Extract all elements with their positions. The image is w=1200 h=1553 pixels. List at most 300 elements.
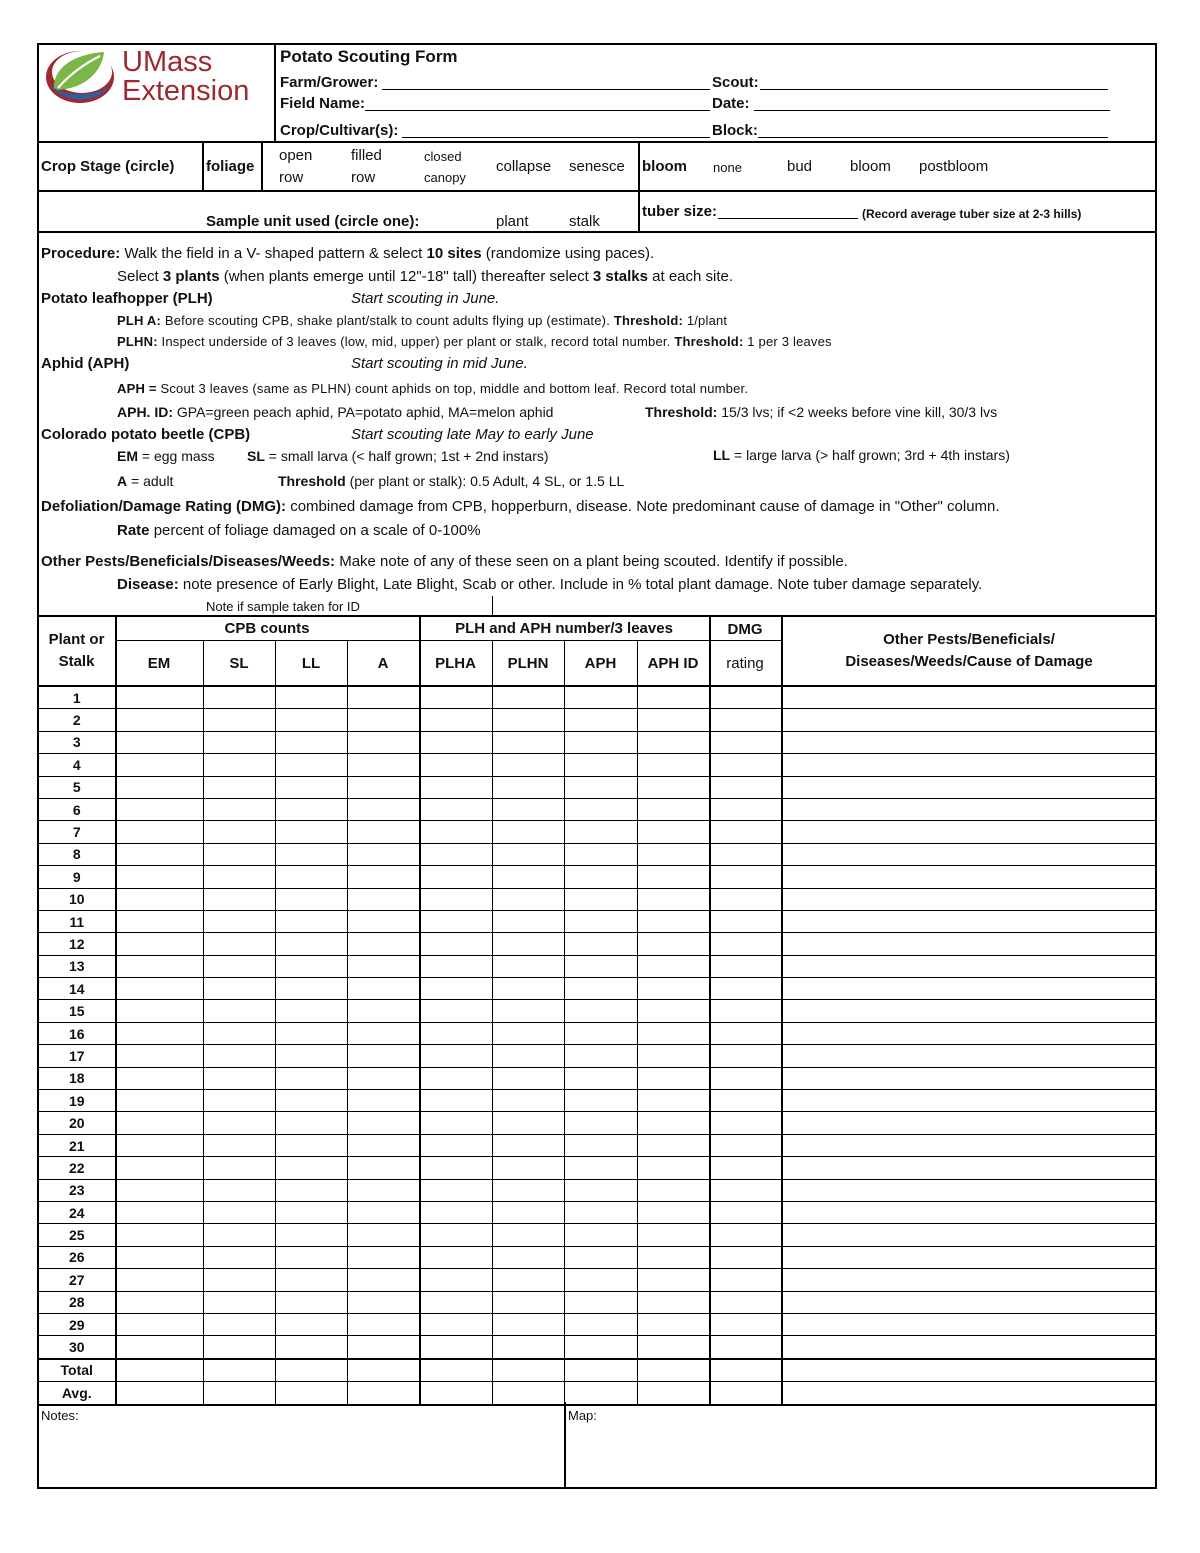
cell-dmg-rating[interactable] xyxy=(710,1291,782,1313)
cell-aph[interactable] xyxy=(565,933,638,955)
cell-sl[interactable] xyxy=(204,843,276,865)
cell-em[interactable] xyxy=(116,1201,204,1223)
cell-other[interactable] xyxy=(782,978,1157,1000)
cell-plha[interactable] xyxy=(420,1157,493,1179)
cell-sl[interactable] xyxy=(204,1067,276,1089)
cell-plha[interactable] xyxy=(420,798,493,820)
cell-dmg-rating[interactable] xyxy=(710,933,782,955)
cell-aph[interactable] xyxy=(565,1313,638,1335)
cell-aph-id[interactable] xyxy=(638,910,710,932)
stage-closed-canopy-2[interactable]: canopy xyxy=(424,170,466,185)
cell-plhn[interactable] xyxy=(493,731,565,753)
cell-a[interactable] xyxy=(348,798,420,820)
sample-plant[interactable]: plant xyxy=(496,213,529,230)
cell-sl[interactable] xyxy=(204,1336,276,1359)
cell-aph[interactable] xyxy=(565,1246,638,1268)
cell-aph[interactable] xyxy=(565,1112,638,1134)
cell-aph-id[interactable] xyxy=(638,1336,710,1359)
cell-sl[interactable] xyxy=(204,1246,276,1268)
cell-ll[interactable] xyxy=(276,1382,348,1405)
cell-aph-id[interactable] xyxy=(638,866,710,888)
cell-sl[interactable] xyxy=(204,1000,276,1022)
cell-dmg-rating[interactable] xyxy=(710,843,782,865)
cell-sl[interactable] xyxy=(204,1313,276,1335)
cell-other[interactable] xyxy=(782,1045,1157,1067)
cell-aph-id[interactable] xyxy=(638,798,710,820)
cell-aph[interactable] xyxy=(565,1291,638,1313)
cell-aph[interactable] xyxy=(565,1201,638,1223)
cell-em[interactable] xyxy=(116,1269,204,1291)
sample-stalk[interactable]: stalk xyxy=(569,213,600,230)
cell-aph[interactable] xyxy=(565,1359,638,1382)
cell-em[interactable] xyxy=(116,754,204,776)
cell-ll[interactable] xyxy=(276,1157,348,1179)
cell-ll[interactable] xyxy=(276,1022,348,1044)
date-field[interactable] xyxy=(754,110,1110,111)
cell-dmg-rating[interactable] xyxy=(710,798,782,820)
cell-em[interactable] xyxy=(116,866,204,888)
cell-plha[interactable] xyxy=(420,686,493,709)
cell-ll[interactable] xyxy=(276,1201,348,1223)
cell-dmg-rating[interactable] xyxy=(710,731,782,753)
cell-dmg-rating[interactable] xyxy=(710,686,782,709)
cell-aph[interactable] xyxy=(565,776,638,798)
cell-aph-id[interactable] xyxy=(638,1179,710,1201)
bloom-none[interactable]: none xyxy=(713,160,742,175)
cell-plha[interactable] xyxy=(420,1291,493,1313)
cell-plhn[interactable] xyxy=(493,978,565,1000)
cell-aph-id[interactable] xyxy=(638,1134,710,1156)
cell-a[interactable] xyxy=(348,843,420,865)
cell-sl[interactable] xyxy=(204,1045,276,1067)
cell-other[interactable] xyxy=(782,821,1157,843)
cell-other[interactable] xyxy=(782,1269,1157,1291)
cell-em[interactable] xyxy=(116,910,204,932)
cell-em[interactable] xyxy=(116,955,204,977)
cell-other[interactable] xyxy=(782,1336,1157,1359)
cell-dmg-rating[interactable] xyxy=(710,1157,782,1179)
cell-em[interactable] xyxy=(116,1359,204,1382)
cell-sl[interactable] xyxy=(204,798,276,820)
cell-aph[interactable] xyxy=(565,955,638,977)
cell-dmg-rating[interactable] xyxy=(710,866,782,888)
cell-aph[interactable] xyxy=(565,686,638,709)
cell-em[interactable] xyxy=(116,686,204,709)
cell-plha[interactable] xyxy=(420,1313,493,1335)
cell-aph-id[interactable] xyxy=(638,1157,710,1179)
cell-aph-id[interactable] xyxy=(638,1382,710,1405)
cell-sl[interactable] xyxy=(204,709,276,731)
cell-aph[interactable] xyxy=(565,1000,638,1022)
cell-plha[interactable] xyxy=(420,1112,493,1134)
cell-aph[interactable] xyxy=(565,1336,638,1359)
cell-other[interactable] xyxy=(782,888,1157,910)
cell-a[interactable] xyxy=(348,1224,420,1246)
cell-em[interactable] xyxy=(116,1067,204,1089)
cell-plhn[interactable] xyxy=(493,1157,565,1179)
cell-em[interactable] xyxy=(116,1112,204,1134)
cell-a[interactable] xyxy=(348,978,420,1000)
cell-ll[interactable] xyxy=(276,978,348,1000)
cell-plha[interactable] xyxy=(420,731,493,753)
cell-plha[interactable] xyxy=(420,978,493,1000)
cell-sl[interactable] xyxy=(204,1224,276,1246)
cell-dmg-rating[interactable] xyxy=(710,1022,782,1044)
cell-ll[interactable] xyxy=(276,1045,348,1067)
cell-plha[interactable] xyxy=(420,1022,493,1044)
cell-sl[interactable] xyxy=(204,978,276,1000)
cell-em[interactable] xyxy=(116,776,204,798)
cell-plha[interactable] xyxy=(420,1224,493,1246)
cell-plhn[interactable] xyxy=(493,1000,565,1022)
cell-ll[interactable] xyxy=(276,1291,348,1313)
cell-ll[interactable] xyxy=(276,1246,348,1268)
cell-aph[interactable] xyxy=(565,1157,638,1179)
cell-aph-id[interactable] xyxy=(638,1045,710,1067)
cell-aph-id[interactable] xyxy=(638,1224,710,1246)
cell-ll[interactable] xyxy=(276,888,348,910)
cell-em[interactable] xyxy=(116,843,204,865)
cell-sl[interactable] xyxy=(204,1269,276,1291)
cell-dmg-rating[interactable] xyxy=(710,1201,782,1223)
cell-a[interactable] xyxy=(348,1090,420,1112)
cell-plhn[interactable] xyxy=(493,843,565,865)
cell-plhn[interactable] xyxy=(493,1313,565,1335)
cell-em[interactable] xyxy=(116,1090,204,1112)
cell-a[interactable] xyxy=(348,731,420,753)
cell-plhn[interactable] xyxy=(493,1246,565,1268)
cell-aph-id[interactable] xyxy=(638,1000,710,1022)
cell-em[interactable] xyxy=(116,1224,204,1246)
cell-dmg-rating[interactable] xyxy=(710,1382,782,1405)
cell-sl[interactable] xyxy=(204,1201,276,1223)
cell-plhn[interactable] xyxy=(493,1090,565,1112)
cell-aph[interactable] xyxy=(565,1269,638,1291)
cell-aph-id[interactable] xyxy=(638,1201,710,1223)
field-name-field[interactable] xyxy=(365,110,710,111)
cell-aph-id[interactable] xyxy=(638,1022,710,1044)
cell-aph[interactable] xyxy=(565,1134,638,1156)
cell-aph-id[interactable] xyxy=(638,1313,710,1335)
cell-a[interactable] xyxy=(348,1112,420,1134)
cell-dmg-rating[interactable] xyxy=(710,1067,782,1089)
cell-dmg-rating[interactable] xyxy=(710,754,782,776)
cell-aph-id[interactable] xyxy=(638,888,710,910)
cell-dmg-rating[interactable] xyxy=(710,955,782,977)
cell-plha[interactable] xyxy=(420,1134,493,1156)
cell-aph-id[interactable] xyxy=(638,776,710,798)
cell-aph[interactable] xyxy=(565,731,638,753)
cell-plhn[interactable] xyxy=(493,709,565,731)
cell-plha[interactable] xyxy=(420,1359,493,1382)
cell-aph[interactable] xyxy=(565,1067,638,1089)
cell-ll[interactable] xyxy=(276,1269,348,1291)
cell-sl[interactable] xyxy=(204,1090,276,1112)
cell-em[interactable] xyxy=(116,1045,204,1067)
cell-em[interactable] xyxy=(116,888,204,910)
cell-dmg-rating[interactable] xyxy=(710,1224,782,1246)
cell-dmg-rating[interactable] xyxy=(710,1112,782,1134)
cell-ll[interactable] xyxy=(276,1224,348,1246)
cell-ll[interactable] xyxy=(276,1179,348,1201)
bloom-bloom[interactable]: bloom xyxy=(850,158,891,175)
cell-plha[interactable] xyxy=(420,866,493,888)
cell-plhn[interactable] xyxy=(493,1045,565,1067)
cell-em[interactable] xyxy=(116,1157,204,1179)
cell-aph-id[interactable] xyxy=(638,1359,710,1382)
cell-a[interactable] xyxy=(348,1045,420,1067)
cell-other[interactable] xyxy=(782,1157,1157,1179)
cell-ll[interactable] xyxy=(276,1000,348,1022)
cell-plhn[interactable] xyxy=(493,1067,565,1089)
cell-aph[interactable] xyxy=(565,1022,638,1044)
cell-ll[interactable] xyxy=(276,933,348,955)
cell-plhn[interactable] xyxy=(493,1022,565,1044)
cell-plhn[interactable] xyxy=(493,955,565,977)
cell-other[interactable] xyxy=(782,709,1157,731)
cell-a[interactable] xyxy=(348,1269,420,1291)
cell-ll[interactable] xyxy=(276,1313,348,1335)
cell-aph[interactable] xyxy=(565,821,638,843)
cell-aph-id[interactable] xyxy=(638,933,710,955)
cell-other[interactable] xyxy=(782,686,1157,709)
cell-ll[interactable] xyxy=(276,709,348,731)
cell-a[interactable] xyxy=(348,776,420,798)
cell-aph-id[interactable] xyxy=(638,1246,710,1268)
cell-aph[interactable] xyxy=(565,843,638,865)
cell-plhn[interactable] xyxy=(493,1291,565,1313)
cell-aph[interactable] xyxy=(565,978,638,1000)
cell-a[interactable] xyxy=(348,888,420,910)
cell-aph-id[interactable] xyxy=(638,843,710,865)
cell-aph[interactable] xyxy=(565,1179,638,1201)
cell-plhn[interactable] xyxy=(493,933,565,955)
stage-filled-row-1[interactable]: filled xyxy=(351,147,382,164)
cell-a[interactable] xyxy=(348,1246,420,1268)
cell-dmg-rating[interactable] xyxy=(710,709,782,731)
cell-aph-id[interactable] xyxy=(638,821,710,843)
cell-ll[interactable] xyxy=(276,798,348,820)
cell-plha[interactable] xyxy=(420,754,493,776)
cell-dmg-rating[interactable] xyxy=(710,1313,782,1335)
cell-plhn[interactable] xyxy=(493,1179,565,1201)
map-area[interactable] xyxy=(566,1404,1155,1487)
cell-plha[interactable] xyxy=(420,1336,493,1359)
cell-dmg-rating[interactable] xyxy=(710,1269,782,1291)
cell-em[interactable] xyxy=(116,1022,204,1044)
cell-a[interactable] xyxy=(348,821,420,843)
cell-sl[interactable] xyxy=(204,1382,276,1405)
cell-ll[interactable] xyxy=(276,843,348,865)
cell-plha[interactable] xyxy=(420,1382,493,1405)
cell-plha[interactable] xyxy=(420,1045,493,1067)
cell-em[interactable] xyxy=(116,933,204,955)
cell-ll[interactable] xyxy=(276,866,348,888)
cell-em[interactable] xyxy=(116,978,204,1000)
cell-dmg-rating[interactable] xyxy=(710,821,782,843)
cell-a[interactable] xyxy=(348,1179,420,1201)
cell-plha[interactable] xyxy=(420,1067,493,1089)
cell-plha[interactable] xyxy=(420,933,493,955)
cell-ll[interactable] xyxy=(276,1134,348,1156)
bloom-postbloom[interactable]: postbloom xyxy=(919,158,989,175)
cell-ll[interactable] xyxy=(276,1112,348,1134)
cell-em[interactable] xyxy=(116,1134,204,1156)
cell-dmg-rating[interactable] xyxy=(710,1000,782,1022)
cell-plha[interactable] xyxy=(420,776,493,798)
cell-other[interactable] xyxy=(782,731,1157,753)
farm-grower-field[interactable] xyxy=(382,89,710,90)
cell-em[interactable] xyxy=(116,1336,204,1359)
cell-dmg-rating[interactable] xyxy=(710,888,782,910)
cell-other[interactable] xyxy=(782,1359,1157,1382)
cell-plhn[interactable] xyxy=(493,1359,565,1382)
cell-dmg-rating[interactable] xyxy=(710,1246,782,1268)
cell-other[interactable] xyxy=(782,798,1157,820)
cell-plhn[interactable] xyxy=(493,1201,565,1223)
cell-aph[interactable] xyxy=(565,888,638,910)
cell-em[interactable] xyxy=(116,1313,204,1335)
cell-plhn[interactable] xyxy=(493,1224,565,1246)
cell-plhn[interactable] xyxy=(493,798,565,820)
cell-plha[interactable] xyxy=(420,1000,493,1022)
bloom-bud[interactable]: bud xyxy=(787,158,813,175)
cell-a[interactable] xyxy=(348,955,420,977)
cell-a[interactable] xyxy=(348,1157,420,1179)
cell-other[interactable] xyxy=(782,1022,1157,1044)
cell-ll[interactable] xyxy=(276,910,348,932)
scout-field[interactable] xyxy=(760,89,1108,90)
cell-plhn[interactable] xyxy=(493,1382,565,1405)
cell-plha[interactable] xyxy=(420,1201,493,1223)
cell-other[interactable] xyxy=(782,1246,1157,1268)
cell-plha[interactable] xyxy=(420,709,493,731)
cell-em[interactable] xyxy=(116,798,204,820)
cell-other[interactable] xyxy=(782,933,1157,955)
cell-plha[interactable] xyxy=(420,1179,493,1201)
cell-other[interactable] xyxy=(782,843,1157,865)
cell-sl[interactable] xyxy=(204,754,276,776)
cell-other[interactable] xyxy=(782,754,1157,776)
cell-aph[interactable] xyxy=(565,1090,638,1112)
cell-dmg-rating[interactable] xyxy=(710,1359,782,1382)
cell-other[interactable] xyxy=(782,1000,1157,1022)
cell-dmg-rating[interactable] xyxy=(710,1090,782,1112)
cell-aph-id[interactable] xyxy=(638,731,710,753)
cell-plhn[interactable] xyxy=(493,1134,565,1156)
cell-plha[interactable] xyxy=(420,910,493,932)
cell-em[interactable] xyxy=(116,731,204,753)
tuber-size-field[interactable] xyxy=(718,218,858,219)
cell-ll[interactable] xyxy=(276,1336,348,1359)
cell-other[interactable] xyxy=(782,866,1157,888)
cell-plha[interactable] xyxy=(420,843,493,865)
cell-sl[interactable] xyxy=(204,955,276,977)
cell-other[interactable] xyxy=(782,776,1157,798)
cell-aph-id[interactable] xyxy=(638,1067,710,1089)
stage-collapse[interactable]: collapse xyxy=(496,158,552,175)
cell-sl[interactable] xyxy=(204,821,276,843)
cell-plha[interactable] xyxy=(420,888,493,910)
cell-ll[interactable] xyxy=(276,1067,348,1089)
cell-a[interactable] xyxy=(348,910,420,932)
cell-aph[interactable] xyxy=(565,910,638,932)
stage-closed-canopy-1[interactable]: closed xyxy=(424,149,462,164)
cell-other[interactable] xyxy=(782,955,1157,977)
cell-aph-id[interactable] xyxy=(638,709,710,731)
cell-plha[interactable] xyxy=(420,1246,493,1268)
stage-filled-row-2[interactable]: row xyxy=(351,169,376,186)
cell-sl[interactable] xyxy=(204,866,276,888)
cell-ll[interactable] xyxy=(276,754,348,776)
cell-aph[interactable] xyxy=(565,1224,638,1246)
cell-ll[interactable] xyxy=(276,776,348,798)
cell-a[interactable] xyxy=(348,686,420,709)
cell-a[interactable] xyxy=(348,1359,420,1382)
stage-open-row-2[interactable]: row xyxy=(279,169,304,186)
cell-em[interactable] xyxy=(116,1382,204,1405)
cell-aph-id[interactable] xyxy=(638,1112,710,1134)
cell-em[interactable] xyxy=(116,1000,204,1022)
cell-aph[interactable] xyxy=(565,798,638,820)
stage-senesce[interactable]: senesce xyxy=(569,158,625,175)
cell-aph-id[interactable] xyxy=(638,686,710,709)
cell-a[interactable] xyxy=(348,754,420,776)
cell-other[interactable] xyxy=(782,1382,1157,1405)
cell-plhn[interactable] xyxy=(493,910,565,932)
cell-ll[interactable] xyxy=(276,821,348,843)
cell-dmg-rating[interactable] xyxy=(710,1336,782,1359)
cell-sl[interactable] xyxy=(204,1022,276,1044)
cell-plha[interactable] xyxy=(420,1269,493,1291)
cell-sl[interactable] xyxy=(204,933,276,955)
cell-ll[interactable] xyxy=(276,1359,348,1382)
crop-cultivar-field[interactable] xyxy=(402,137,710,138)
cell-sl[interactable] xyxy=(204,731,276,753)
cell-sl[interactable] xyxy=(204,686,276,709)
cell-aph-id[interactable] xyxy=(638,1269,710,1291)
cell-em[interactable] xyxy=(116,821,204,843)
cell-a[interactable] xyxy=(348,1067,420,1089)
cell-a[interactable] xyxy=(348,1022,420,1044)
cell-other[interactable] xyxy=(782,1090,1157,1112)
cell-em[interactable] xyxy=(116,1179,204,1201)
cell-dmg-rating[interactable] xyxy=(710,978,782,1000)
cell-sl[interactable] xyxy=(204,910,276,932)
cell-a[interactable] xyxy=(348,933,420,955)
cell-other[interactable] xyxy=(782,910,1157,932)
cell-sl[interactable] xyxy=(204,1179,276,1201)
cell-aph-id[interactable] xyxy=(638,754,710,776)
cell-aph[interactable] xyxy=(565,754,638,776)
cell-plhn[interactable] xyxy=(493,866,565,888)
cell-a[interactable] xyxy=(348,1382,420,1405)
stage-open-row-1[interactable]: open xyxy=(279,147,313,164)
cell-aph-id[interactable] xyxy=(638,1291,710,1313)
cell-aph[interactable] xyxy=(565,1382,638,1405)
cell-plhn[interactable] xyxy=(493,1269,565,1291)
cell-dmg-rating[interactable] xyxy=(710,1179,782,1201)
cell-other[interactable] xyxy=(782,1179,1157,1201)
cell-plhn[interactable] xyxy=(493,776,565,798)
cell-em[interactable] xyxy=(116,709,204,731)
cell-plha[interactable] xyxy=(420,1090,493,1112)
cell-aph-id[interactable] xyxy=(638,978,710,1000)
cell-sl[interactable] xyxy=(204,1112,276,1134)
cell-plhn[interactable] xyxy=(493,1112,565,1134)
cell-dmg-rating[interactable] xyxy=(710,776,782,798)
cell-ll[interactable] xyxy=(276,686,348,709)
